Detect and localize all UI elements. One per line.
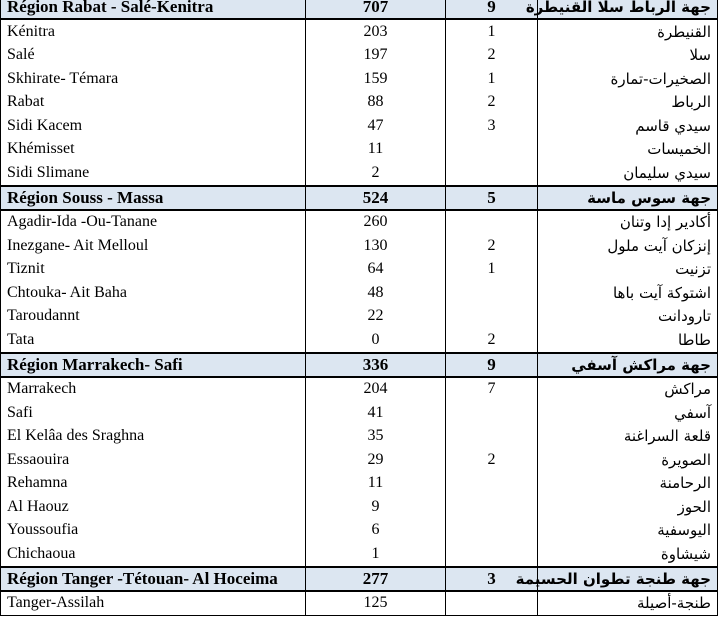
- city-name-ar: سلا: [538, 44, 718, 68]
- city-name-fr: Sidi Kacem: [1, 114, 306, 138]
- city-total: 41: [306, 401, 446, 425]
- city-total: 22: [306, 305, 446, 329]
- region-header-row: [1, 186, 718, 210]
- city-second-value: [446, 591, 538, 616]
- city-total: 130: [306, 234, 446, 258]
- city-name-fr: Al Haouz: [1, 495, 306, 519]
- city-name-ar: سيدي سليمان: [538, 161, 718, 186]
- region-header-row: [1, 353, 718, 377]
- city-name-ar: آسفي: [538, 401, 718, 425]
- city-total: 11: [306, 472, 446, 496]
- city-name-ar: أكادير إدا وتنان: [538, 210, 718, 235]
- city-second-value: [446, 425, 538, 449]
- table-row: [1, 448, 718, 472]
- city-second-value: 1: [446, 67, 538, 91]
- city-name-ar: إنزكان آيت ملول: [538, 234, 718, 258]
- city-second-value: [446, 305, 538, 329]
- city-name-fr: Tiznit: [1, 258, 306, 282]
- city-name-ar: طنجة-أصيلة: [538, 591, 718, 616]
- city-second-value: [446, 472, 538, 496]
- table-row: [1, 328, 718, 353]
- region-name-ar: جهة سوس ماسة: [538, 186, 718, 210]
- city-total: 48: [306, 281, 446, 305]
- table-row: [1, 138, 718, 162]
- city-total: 204: [306, 377, 446, 402]
- table-row: [1, 495, 718, 519]
- table-row: [1, 161, 718, 186]
- region-name-fr: Région Marrakech- Safi: [1, 353, 306, 377]
- city-second-value: [446, 542, 538, 567]
- city-total: 88: [306, 91, 446, 115]
- city-name-ar: الصخيرات-تمارة: [538, 67, 718, 91]
- city-name-ar: اشتوكة آيت باها: [538, 281, 718, 305]
- region-total: 277: [306, 567, 446, 591]
- city-total: 64: [306, 258, 446, 282]
- city-total: 29: [306, 448, 446, 472]
- city-name-fr: El Kelâa des Sraghna: [1, 425, 306, 449]
- city-second-value: 2: [446, 328, 538, 353]
- region-name-ar: جهة الرباط سلا القنيطرة: [538, 0, 718, 19]
- city-name-fr: Rehamna: [1, 472, 306, 496]
- region-name-fr: Région Tanger -Tétouan- Al Hoceima: [1, 567, 306, 591]
- city-second-value: 2: [446, 91, 538, 115]
- city-name-ar: شيشاوة: [538, 542, 718, 567]
- city-second-value: 2: [446, 44, 538, 68]
- table-row: [1, 377, 718, 402]
- city-name-fr: Agadir-Ida -Ou-Tanane: [1, 210, 306, 235]
- table-row: [1, 472, 718, 496]
- city-second-value: 3: [446, 114, 538, 138]
- city-second-value: [446, 138, 538, 162]
- city-name-fr: Kénitra: [1, 19, 306, 44]
- city-second-value: [446, 161, 538, 186]
- region-total: 336: [306, 353, 446, 377]
- table-row: [1, 401, 718, 425]
- city-name-ar: تارودانت: [538, 305, 718, 329]
- city-name-ar: اليوسفية: [538, 519, 718, 543]
- city-name-ar: الرباط: [538, 91, 718, 115]
- city-second-value: [446, 401, 538, 425]
- city-name-fr: Inezgane- Ait Melloul: [1, 234, 306, 258]
- city-name-fr: Rabat: [1, 91, 306, 115]
- region-name-ar: جهة طنجة تطوان الحسيمة: [538, 567, 718, 591]
- city-name-fr: Essaouira: [1, 448, 306, 472]
- city-name-ar: مراكش: [538, 377, 718, 402]
- city-name-fr: Tanger-Assilah: [1, 591, 306, 616]
- city-total: 2: [306, 161, 446, 186]
- table-row: [1, 67, 718, 91]
- region-second-value: 9: [446, 0, 538, 19]
- table-row: [1, 91, 718, 115]
- city-total: 159: [306, 67, 446, 91]
- city-name-fr: Youssoufia: [1, 519, 306, 543]
- region-name-ar: جهة مراكش آسفي: [538, 353, 718, 377]
- city-name-ar: الخميسات: [538, 138, 718, 162]
- city-name-ar: قلعة السراغنة: [538, 425, 718, 449]
- city-name-ar: الصويرة: [538, 448, 718, 472]
- city-name-ar: الحوز: [538, 495, 718, 519]
- city-name-fr: Salé: [1, 44, 306, 68]
- city-name-fr: Tata: [1, 328, 306, 353]
- table-row: [1, 19, 718, 44]
- table-row: [1, 425, 718, 449]
- city-total: 260: [306, 210, 446, 235]
- city-name-ar: تزنيت: [538, 258, 718, 282]
- city-second-value: 2: [446, 448, 538, 472]
- city-total: 197: [306, 44, 446, 68]
- table-row: [1, 44, 718, 68]
- region-name-fr: Région Souss - Massa: [1, 186, 306, 210]
- city-total: 6: [306, 519, 446, 543]
- city-name-fr: Chichaoua: [1, 542, 306, 567]
- region-second-value: 5: [446, 186, 538, 210]
- table-row: [1, 519, 718, 543]
- city-name-fr: Khémisset: [1, 138, 306, 162]
- city-name-ar: طاطا: [538, 328, 718, 353]
- city-name-ar: القنيطرة: [538, 19, 718, 44]
- city-second-value: [446, 210, 538, 235]
- city-total: 1: [306, 542, 446, 567]
- city-second-value: 1: [446, 258, 538, 282]
- city-name-fr: Marrakech: [1, 377, 306, 402]
- city-name-fr: Sidi Slimane: [1, 161, 306, 186]
- city-total: 9: [306, 495, 446, 519]
- city-second-value: 2: [446, 234, 538, 258]
- region-second-value: 3: [446, 567, 538, 591]
- region-second-value: 9: [446, 353, 538, 377]
- city-name-ar: الرحامنة: [538, 472, 718, 496]
- city-second-value: [446, 519, 538, 543]
- table-row: [1, 281, 718, 305]
- city-second-value: 1: [446, 19, 538, 44]
- region-header-row: [1, 0, 718, 19]
- city-second-value: 7: [446, 377, 538, 402]
- table-row: [1, 305, 718, 329]
- table-row: [1, 114, 718, 138]
- city-name-fr: Taroudannt: [1, 305, 306, 329]
- city-name-fr: Chtouka- Ait Baha: [1, 281, 306, 305]
- table-row: [1, 591, 718, 616]
- table-row: [1, 234, 718, 258]
- city-name-fr: Safi: [1, 401, 306, 425]
- city-name-fr: Skhirate- Témara: [1, 67, 306, 91]
- table-row: [1, 542, 718, 567]
- city-second-value: [446, 281, 538, 305]
- table-body: [1, 0, 718, 616]
- table-row: [1, 210, 718, 235]
- region-header-row: [1, 567, 718, 591]
- region-name-fr: Région Rabat - Salé-Kenitra: [1, 0, 306, 19]
- city-total: 203: [306, 19, 446, 44]
- city-total: 125: [306, 591, 446, 616]
- city-total: 11: [306, 138, 446, 162]
- city-second-value: [446, 495, 538, 519]
- city-total: 47: [306, 114, 446, 138]
- region-total: 524: [306, 186, 446, 210]
- city-total: 35: [306, 425, 446, 449]
- city-total: 0: [306, 328, 446, 353]
- city-name-ar: سيدي قاسم: [538, 114, 718, 138]
- table-row: [1, 258, 718, 282]
- region-total: 707: [306, 0, 446, 19]
